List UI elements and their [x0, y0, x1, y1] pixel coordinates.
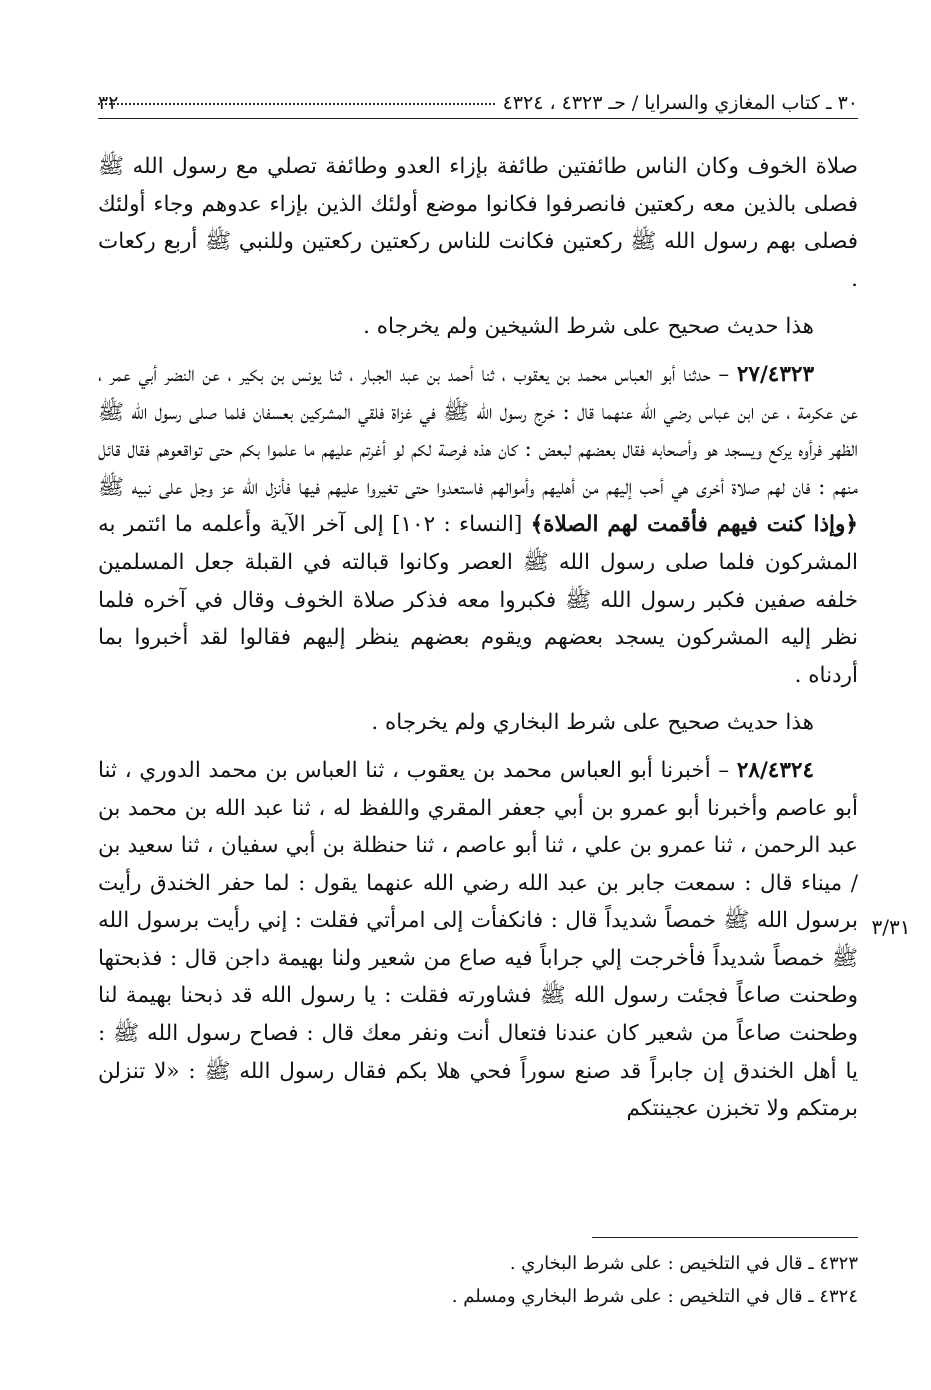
footnote-divider: [592, 1237, 858, 1238]
hadith-number: ٢٨/٤٣٢٤: [736, 757, 814, 783]
page-number: ٣٢: [98, 92, 119, 114]
footnote-4324: ٤٣٢٤ ـ قال في التلخيص : على شرط البخاري ومسلم .: [451, 1286, 858, 1307]
hadith-verdict-1: هذا حديث صحيح على شرط الشيخين ولم يخرجاه .: [363, 314, 814, 340]
hadith-text-continued: [النساء : ١٠٢] إلى آخر الآية وأعلمه ما ائتمر به المشركون فلما صلى رسول الله ﷺ العصر وكانوا قبالته في القبلة جعل المسلمين خلفه صفين فكبر رسول الله ﷺ فكبروا معه فذكر صلاة الخوف وقال في آخره فلما نظر إليه المشركون يسجد بعضهم ويقوم بعضهم ينظر إليهم فقالوا لقد أخبروا بما أردناه .: [98, 512, 858, 688]
running-head-title: ٣٠ ـ كتاب المغازي والسرايا / حـ ٤٣٢٣ ، ٤٣٢٤: [118, 92, 858, 114]
hadith-verdict-2: هذا حديث صحيح على شرط البخاري ولم يخرجاه .: [371, 710, 814, 736]
hadith-text: – أخبرنا أبو العباس محمد بن يعقوب ، ثنا العباس بن محمد الدوري ، ثنا أبو عاصم وأخبرنا أبو عمرو بن أبي جعفر المقري واللفظ له ، ثنا عبد الله بن محمد بن عبد الرحمن ، ثنا عمرو بن علي ، ثنا أبو عاصم ، ثنا حنظلة بن أبي سفيان ، ثنا سعيد بن / ميناء قال : سمعت جابر بن عبد الله رضي الله عنهما يقول : لما حفر الخندق رأيت برسول الله ﷺ خمصاً شديداً قال : فانكفأت إلى امرأتي فقلت : إني رأيت برسول الله ﷺ خمصاً شديداً فأخرجت إلي جراباً فيه صاع من شعير ولنا بهيمة داجن قال : فذبحتها وطحنت صاعاً فجئت رسول الله ﷺ فشاورته فقلت : يا رسول الله قد ذبحنا بهيمة لنا وطحنت صاعاً من شعير كان عندنا فتعال أنت ونفر معك قال : فصاح رسول الله ﷺ : يا أهل الخندق إن جابراً قد صنع سوراً فحي هلا بكم فقال رسول الله ﷺ : «لا تنزلن برمتكم ولا تخبزن عجينتكم: [98, 757, 858, 1122]
body-text: [98, 148, 858, 1128]
hadith-number: ٢٧/٤٣٢٣: [736, 361, 814, 387]
hadith-text: – حدثنا أبو العباس محمد بن يعقوب ، ثنا أحمد بن عبد الجبار ، ثنا يونس بن بكير ، عن النضر أبي عمر ، عن عكرمة ، عن ابن عباس رضي الله عنهما قال : خرج رسول الله ﷺ في غزاة فلقي المشركين بعسفان فلما صلى رسول الله ﷺ الظهر فرأوه يركع ويسجد هو وأصحابه فقال بعضهم لبعض : كان هذه فرصة لكم لو أغرتم عليهم ما علموا بكم حتى تواقعوهم فقال قائل منهم : فان لهم صلاة أخرى هي أحب إليهم من أهليهم وأموالهم فاستعدوا حتى تغيروا عليهم فيها فأنزل الله عز وجل على نبيه ﷺ: [98, 361, 858, 500]
running-head: [98, 88, 858, 119]
footnote-4323: ٤٣٢٣ ـ قال في التلخيص : على شرط البخاري .: [509, 1253, 858, 1274]
dotted-leader: [98, 103, 538, 105]
quran-quote: ﴿وإذا كنت فيهم فأقمت لهم الصلاة﴾: [530, 512, 858, 538]
paragraph-continuation: صلاة الخوف وكان الناس طائفتين طائفة بإزاء العدو وطائفة تصلي مع رسول الله ﷺ فصلى بالذين معه ركعتين فانصرفوا فكانوا موضع أولئك الذين بإزاء عدوهم وجاء أولئك فصلى بهم رسول الله ﷺ ركعتين فكانت للناس ركعتين ركعتين وللنبي ﷺ أربع ركعات .: [98, 154, 858, 292]
manuscript-page-marker: ٣/٣١: [871, 915, 911, 939]
hadith-4323: [98, 356, 858, 694]
hadith-4324: [98, 752, 858, 1128]
footnotes: [98, 1247, 858, 1313]
